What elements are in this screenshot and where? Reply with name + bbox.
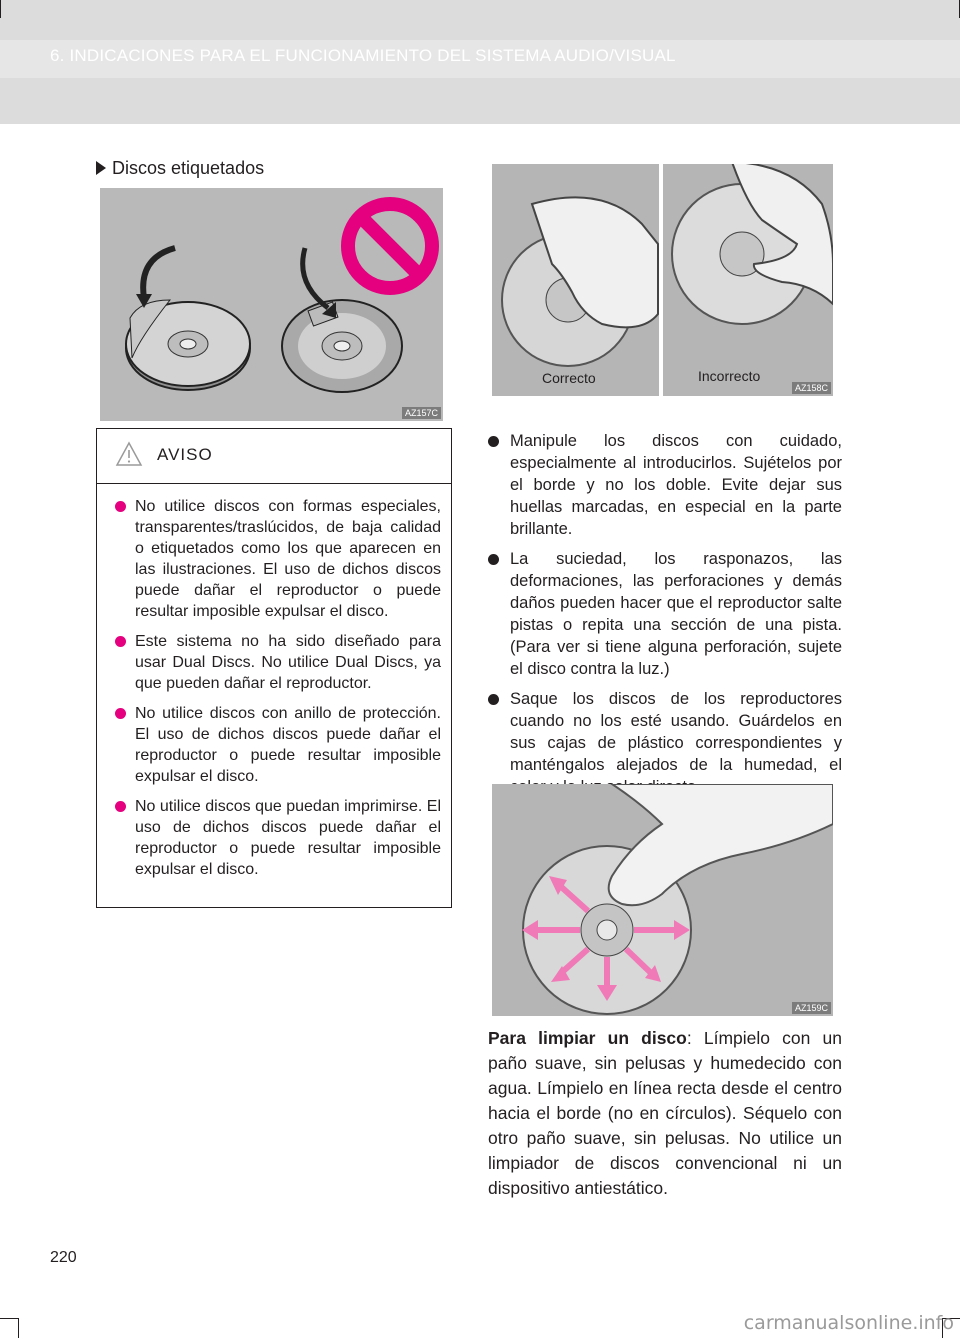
watermark: carmanualsonline.info [743, 1312, 954, 1334]
correct-caption: Correcto [542, 370, 596, 386]
cleaning-paragraph [488, 1026, 842, 1201]
handling-figure [492, 164, 833, 396]
bullet-item: Manipule los discos con cuidado, especialmente al introducirlos. Sujételos por el borde y no los doble. Evite dejar sus huellas marcadas, en especial en la parte brillante. [488, 430, 842, 540]
bullet-dot-icon [115, 501, 126, 512]
cleaning-figure [492, 784, 833, 1016]
crop-mark [0, 1318, 18, 1319]
section-title: Discos etiquetados [96, 158, 264, 179]
figure-code: AZ157C [402, 407, 441, 419]
triangle-bullet-icon [96, 161, 106, 175]
bullet-item: Saque los discos de los reproductores cuando no los esté usando. Guárdelos en sus cajas de plástico correspondientes y manténgalos alejados de la humedad, el [488, 688, 842, 798]
page-number: 220 [50, 1249, 77, 1266]
incorrect-caption: Incorrecto [698, 368, 761, 384]
bullet-dot-icon [115, 636, 126, 647]
bullet-dot-icon [488, 694, 499, 705]
labeled-discs-illustration [100, 188, 443, 421]
warning-box [96, 428, 452, 908]
page-header [0, 0, 960, 124]
chapter-title: 6. INDICACIONES PARA EL FUNCIONAMIENTO DEL SISTEMA AUDIO/VISUAL [50, 46, 676, 65]
warning-item: No utilice discos con formas especiales, transparentes/traslúcidos, de baja calidad o etiquetados como los que aparecen en las ilustraciones. El uso de dichos discos puede dañar el reproductor o puede resultar imposible expulsar el disco. [115, 496, 441, 622]
warning-item: Este sistema no ha sido diseñado para usar Dual Discs. No utilice Dual Discs, ya que pueden dañar el reproductor. [115, 631, 441, 694]
handling-bullets [488, 430, 842, 806]
cleaning-lead: Para limpiar un disco [488, 1028, 687, 1048]
figure-code: AZ159C [792, 1002, 831, 1014]
bullet-dot-icon [115, 801, 126, 812]
crop-mark [0, 0, 1, 18]
handling-illustration [492, 164, 833, 396]
prohibited-icon [348, 204, 432, 288]
warning-header [97, 429, 451, 484]
bullet-item: La suciedad, los rasponazos, las deformaciones, las perforaciones y demás daños pueden hacer que el reproductor salte pistas o repita una sección de una pista. (Para ver si tiene alguna perforación, sujete el disco contra la luz.) [488, 548, 842, 680]
labeled-discs-figure [100, 188, 443, 421]
warning-triangle-icon [115, 441, 143, 467]
figure-code: AZ158C [792, 382, 831, 394]
warning-list [97, 484, 451, 880]
bullet-dot-icon [115, 708, 126, 719]
bullet-dot-icon [488, 436, 499, 447]
warning-item: No utilice discos que puedan imprimirse. El uso de dichos discos puede dañar el reproductor o puede resultar imposible expulsar el disco. [115, 796, 441, 880]
bullet-dot-icon [488, 554, 499, 565]
warning-title: AVISO [157, 445, 213, 464]
crop-mark [18, 1318, 19, 1338]
cleaning-illustration [492, 784, 833, 1016]
cleaning-text: : Límpielo con un paño suave, sin pelusas y humedecido con agua. Límpielo en línea recta desde el centro hacia el borde (no en círculos). Séquelo con otro paño suave, sin pelusas. No utilice un limpiador de discos convencional ni un dispositivo antiestático. [488, 1028, 842, 1198]
warning-item: No utilice discos con anillo de protección. El uso de dichos discos puede dañar el reproductor o puede resultar imposible expulsar el disco. [115, 703, 441, 787]
